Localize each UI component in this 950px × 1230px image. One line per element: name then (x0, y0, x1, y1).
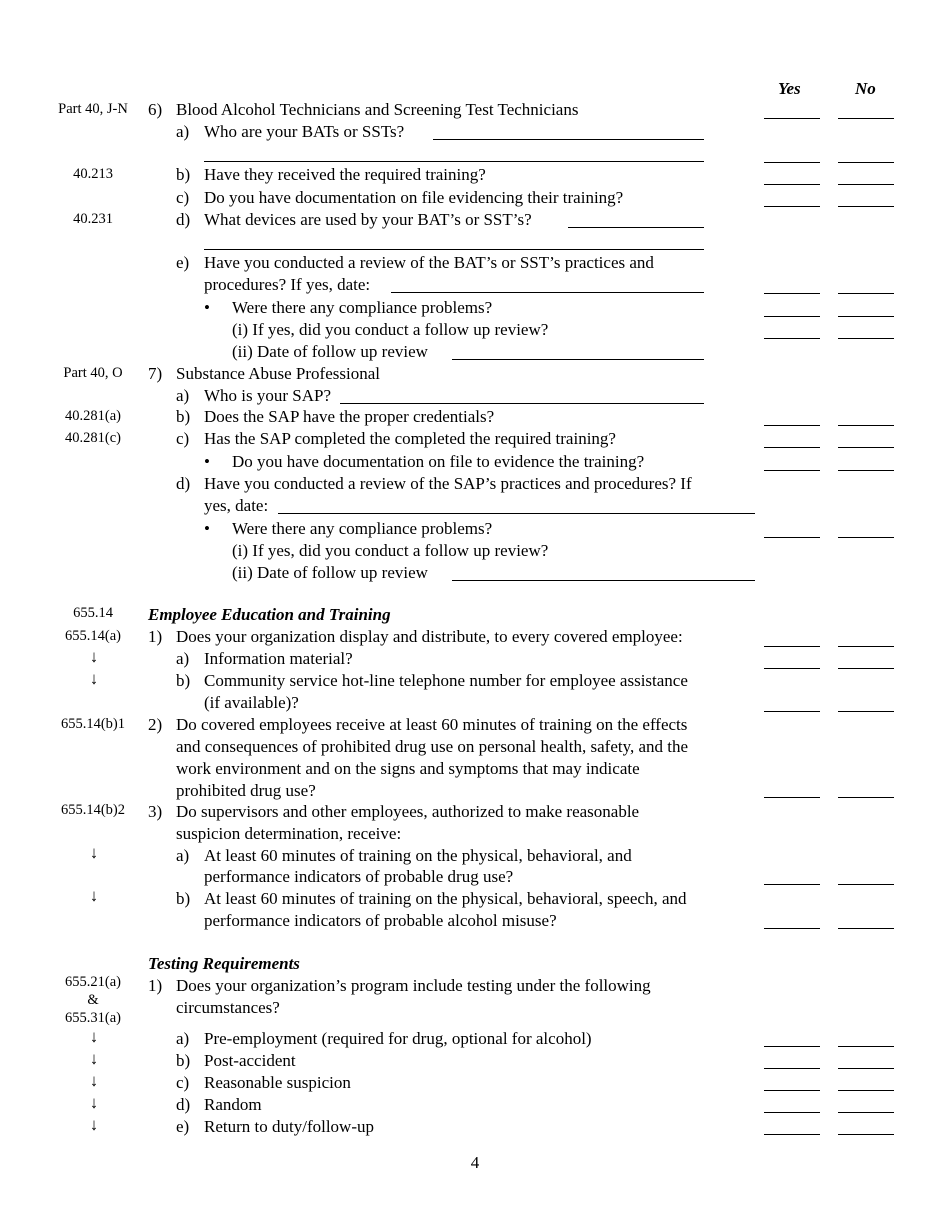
question-text: suspicion determination, receive: (176, 824, 402, 843)
yes-answer-blank[interactable] (764, 668, 820, 669)
ref-ampersand: & (87, 992, 99, 1008)
answer-line[interactable] (204, 249, 704, 250)
yes-answer-blank[interactable] (764, 293, 820, 294)
ref-655-14a: 655.14(a) (65, 628, 121, 644)
no-column-header: No (855, 79, 876, 98)
question-text: Community service hot-line telephone number for employee assistance (204, 671, 688, 690)
item-label: b) (176, 407, 191, 426)
ref-40-281a: 40.281(a) (65, 408, 121, 424)
yes-answer-blank[interactable] (764, 316, 820, 317)
ref-40-213: 40.213 (73, 166, 113, 182)
yes-answer-blank[interactable] (764, 1134, 820, 1135)
ref-655-21a: 655.21(a) (65, 974, 121, 990)
question-text: prohibited drug use? (176, 781, 316, 800)
no-answer-blank[interactable] (838, 1046, 894, 1047)
question-text: procedures? If yes, date: (204, 275, 371, 294)
question-text: (i) If yes, did you conduct a follow up review? (232, 541, 549, 560)
yes-answer-blank[interactable] (764, 928, 820, 929)
question-text: performance indicators of probable drug use? (204, 867, 514, 886)
yes-answer-blank[interactable] (764, 447, 820, 448)
item-label: a) (176, 386, 190, 405)
no-answer-blank[interactable] (838, 206, 894, 207)
question-text: Has the SAP completed the completed the required training? (204, 429, 616, 448)
no-answer-blank[interactable] (838, 447, 894, 448)
down-arrow-icon: ↓ (89, 1027, 99, 1046)
item-label: b) (176, 1051, 191, 1070)
yes-answer-blank[interactable] (764, 646, 820, 647)
question-text: Have you conducted a review of the SAP’s practices and procedures? If (204, 474, 692, 493)
down-arrow-icon: ↓ (89, 886, 99, 905)
ref-655-14b2: 655.14(b)2 (60, 802, 126, 818)
section-6-title: Blood Alcohol Technicians and Screening Test Technicians (176, 100, 579, 119)
ref-655-31a: 655.31(a) (65, 1010, 121, 1026)
question-text: Does the SAP have the proper credentials? (204, 407, 495, 426)
no-answer-blank[interactable] (838, 470, 894, 471)
item-label: b) (176, 671, 191, 690)
item-label: d) (176, 210, 191, 229)
yes-answer-blank[interactable] (764, 1046, 820, 1047)
answer-line[interactable] (433, 139, 704, 140)
answer-line[interactable] (340, 403, 704, 404)
yes-answer-blank[interactable] (764, 206, 820, 207)
education-heading: Employee Education and Training (148, 605, 391, 624)
yes-answer-blank[interactable] (764, 711, 820, 712)
ref-655-14b1: 655.14(b)1 (60, 716, 126, 732)
question-text: Do you have documentation on file to evidence the training? (232, 452, 645, 471)
question-text: (if available)? (204, 693, 299, 712)
question-text: Do covered employees receive at least 60 minutes of training on the effects (176, 715, 688, 734)
question-text: circumstances? (176, 998, 280, 1017)
no-answer-blank[interactable] (838, 646, 894, 647)
question-text: Were there any compliance problems? (232, 298, 493, 317)
no-answer-blank[interactable] (838, 1068, 894, 1069)
no-answer-blank[interactable] (838, 884, 894, 885)
no-answer-blank[interactable] (838, 184, 894, 185)
no-answer-blank[interactable] (838, 293, 894, 294)
ref-part40-o: Part 40, O (63, 365, 123, 381)
date-line[interactable] (452, 580, 755, 581)
question-text: Who are your BATs or SSTs? (204, 122, 405, 141)
question-text: yes, date: (204, 496, 269, 515)
question-text: (ii) Date of follow up review (232, 563, 428, 582)
item-label: c) (176, 429, 190, 448)
item-label: a) (176, 846, 190, 865)
question-number: 1) (148, 976, 163, 995)
item-label: a) (176, 1029, 190, 1048)
no-answer-blank[interactable] (838, 162, 894, 163)
question-text: Have you conducted a review of the BAT’s or SST’s practices and (204, 253, 654, 272)
no-answer-blank[interactable] (838, 668, 894, 669)
yes-answer-blank[interactable] (764, 797, 820, 798)
question-text: Does your organization’s program include testing under the following (176, 976, 651, 995)
item-label: b) (176, 889, 191, 908)
testing-heading: Testing Requirements (148, 954, 300, 973)
section-7-title: Substance Abuse Professional (176, 364, 380, 383)
no-answer-blank[interactable] (838, 338, 894, 339)
question-text: Who is your SAP? (204, 386, 332, 405)
section-7-number: 7) (148, 364, 163, 383)
item-label: c) (176, 188, 190, 207)
item-label: e) (176, 253, 190, 272)
question-text: What devices are used by your BAT’s or SST’s? (204, 210, 532, 229)
item-label: b) (176, 165, 191, 184)
answer-line[interactable] (568, 227, 704, 228)
question-text: Reasonable suspicion (204, 1073, 351, 1092)
bullet-icon: • (204, 298, 210, 317)
ref-part40-jn: Part 40, J-N (58, 101, 128, 117)
item-label: d) (176, 1095, 191, 1114)
ref-655-14: 655.14 (73, 605, 113, 621)
question-text: performance indicators of probable alcohol misuse? (204, 911, 557, 930)
question-text: Do you have documentation on file evidencing their training? (204, 188, 624, 207)
no-answer-blank[interactable] (838, 118, 894, 119)
item-label: a) (176, 649, 190, 668)
yes-answer-blank[interactable] (764, 537, 820, 538)
question-text: Return to duty/follow-up (204, 1117, 374, 1136)
no-answer-blank[interactable] (838, 425, 894, 426)
question-text: Random (204, 1095, 262, 1114)
question-text: At least 60 minutes of training on the physical, behavioral, speech, and (204, 889, 687, 908)
question-text: Do supervisors and other employees, authorized to make reasonable (176, 802, 640, 821)
yes-answer-blank[interactable] (764, 1112, 820, 1113)
no-answer-blank[interactable] (838, 316, 894, 317)
question-text: work environment and on the signs and symptoms that may indicate (176, 759, 640, 778)
yes-answer-blank[interactable] (764, 1090, 820, 1091)
no-answer-blank[interactable] (838, 1090, 894, 1091)
down-arrow-icon: ↓ (89, 647, 99, 666)
question-text: Does your organization display and distribute, to every covered employee: (176, 627, 683, 646)
date-line[interactable] (452, 359, 704, 360)
date-line[interactable] (391, 292, 704, 293)
no-answer-blank[interactable] (838, 1134, 894, 1135)
down-arrow-icon: ↓ (89, 1049, 99, 1068)
yes-answer-blank[interactable] (764, 338, 820, 339)
yes-answer-blank[interactable] (764, 884, 820, 885)
question-text: (i) If yes, did you conduct a follow up review? (232, 320, 549, 339)
question-text: Pre-employment (required for drug, optional for alcohol) (204, 1029, 592, 1048)
page-number: 4 (470, 1153, 480, 1172)
item-label: e) (176, 1117, 190, 1136)
yes-answer-blank[interactable] (764, 162, 820, 163)
down-arrow-icon: ↓ (89, 1115, 99, 1134)
bullet-icon: • (204, 452, 210, 471)
question-text: Were there any compliance problems? (232, 519, 493, 538)
section-6-number: 6) (148, 100, 163, 119)
question-text: Post-accident (204, 1051, 296, 1070)
question-number: 2) (148, 715, 163, 734)
answer-line[interactable] (204, 161, 704, 162)
yes-answer-blank[interactable] (764, 118, 820, 119)
down-arrow-icon: ↓ (89, 1071, 99, 1090)
yes-answer-blank[interactable] (764, 1068, 820, 1069)
ref-40-281c: 40.281(c) (65, 430, 121, 446)
yes-answer-blank[interactable] (764, 184, 820, 185)
no-answer-blank[interactable] (838, 928, 894, 929)
item-label: c) (176, 1073, 190, 1092)
yes-column-header: Yes (778, 79, 801, 98)
question-number: 3) (148, 802, 163, 821)
no-answer-blank[interactable] (838, 797, 894, 798)
down-arrow-icon: ↓ (89, 669, 99, 688)
question-text: Information material? (204, 649, 353, 668)
question-text: At least 60 minutes of training on the physical, behavioral, and (204, 846, 632, 865)
date-line[interactable] (278, 513, 755, 514)
ref-40-231: 40.231 (73, 211, 113, 227)
no-answer-blank[interactable] (838, 711, 894, 712)
yes-answer-blank[interactable] (764, 470, 820, 471)
down-arrow-icon: ↓ (89, 843, 99, 862)
question-text: and consequences of prohibited drug use on personal health, safety, and the (176, 737, 689, 756)
question-text: Have they received the required training? (204, 165, 486, 184)
bullet-icon: • (204, 519, 210, 538)
item-label: d) (176, 474, 191, 493)
no-answer-blank[interactable] (838, 1112, 894, 1113)
no-answer-blank[interactable] (838, 537, 894, 538)
down-arrow-icon: ↓ (89, 1093, 99, 1112)
question-number: 1) (148, 627, 163, 646)
question-text: (ii) Date of follow up review (232, 342, 428, 361)
yes-answer-blank[interactable] (764, 425, 820, 426)
item-label: a) (176, 122, 190, 141)
